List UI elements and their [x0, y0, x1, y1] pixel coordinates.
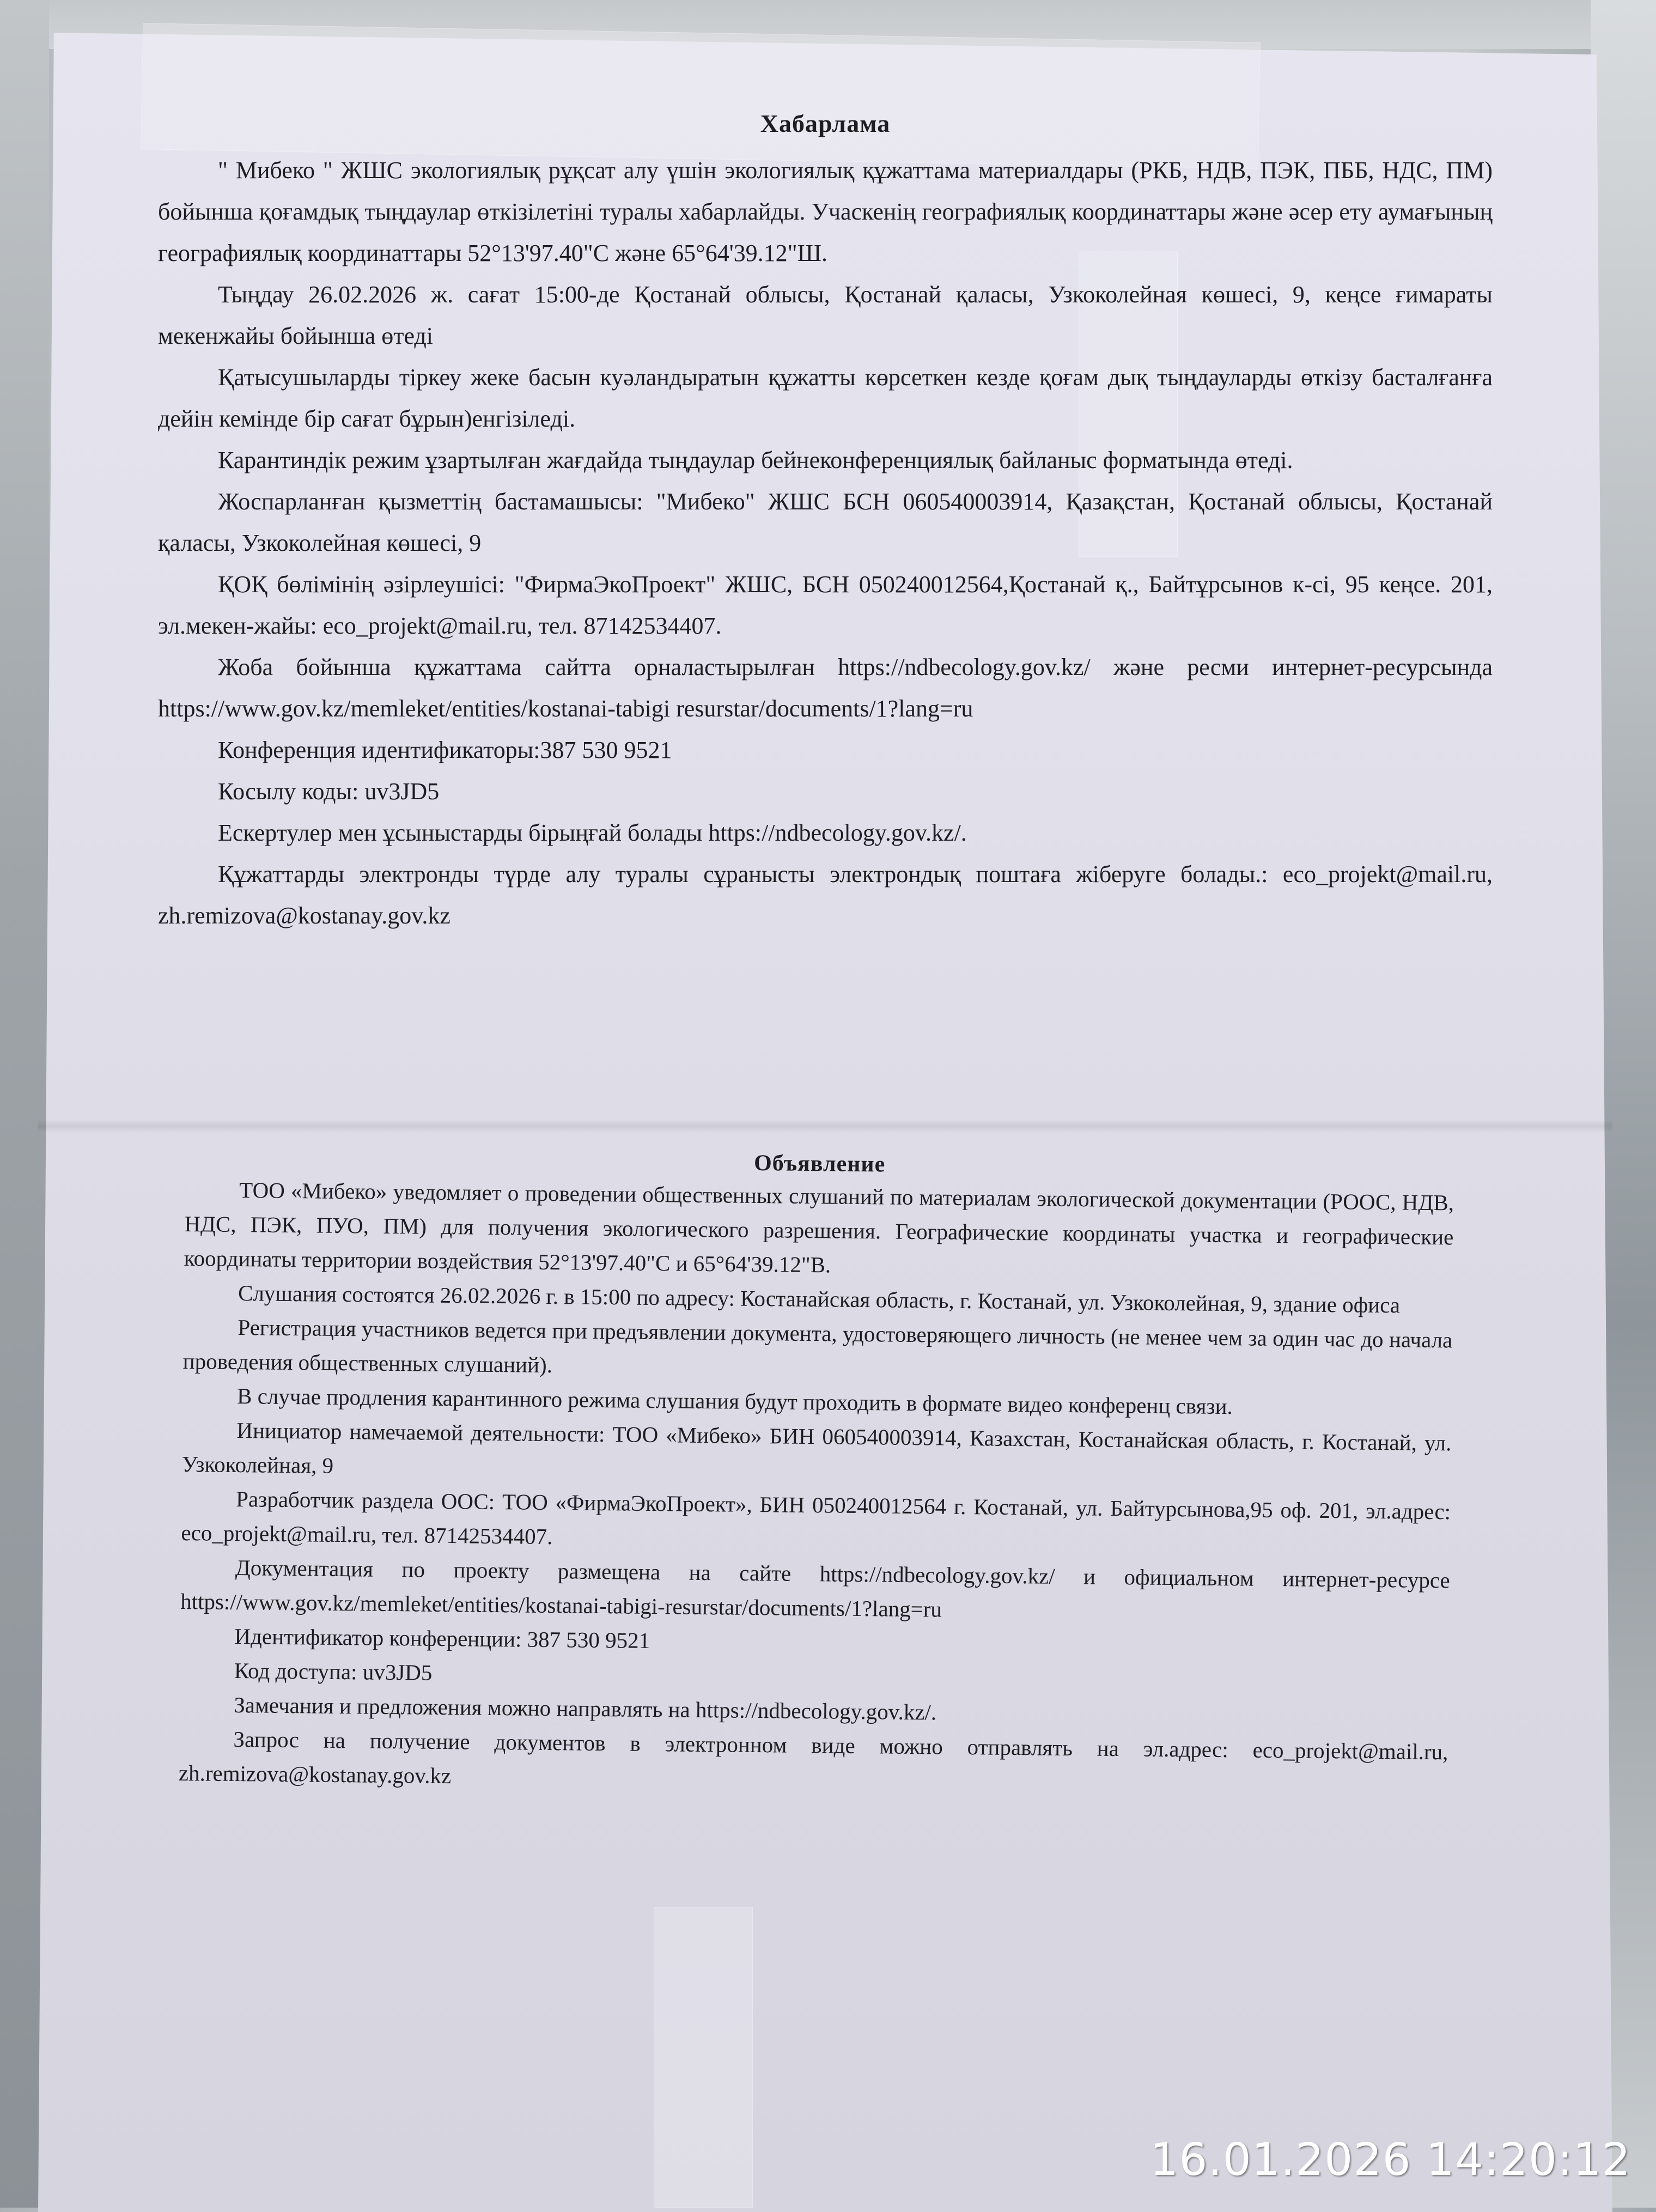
- photo-timestamp: 16.01.2026 14:20:12: [1150, 2134, 1631, 2186]
- ru-paragraph: Запрос на получение документов в электронном виде можно отправлять на эл.адрес: eco_projekt@mail.ru, zh.remizova@kostanay.gov.kz: [178, 1726, 1448, 1789]
- paper-fold: [38, 1120, 1612, 1133]
- kz-paragraph: Жоспарланған қызметтің бастамашысы: "Мибеко" ЖШС БСН 060540003914, Қазақстан, Қостанай облысы, Қостанай қаласы, Узкоколейная көшесі, 9: [158, 488, 1493, 556]
- kz-paragraph: ҚОҚ бөлімінің әзірлеушісі: "ФирмаЭкоПроект" ЖШС, БСН 050240012564,Қостанай қ., Байтұрсынов к-сі, 95 кеңсе. 201, эл.мекен-жайы: eco_projekt@mail.ru, тел. 87142534407.: [158, 571, 1493, 639]
- kz-paragraph: Конференция идентификаторы:387 530 9521: [218, 737, 672, 763]
- kz-paragraph: Карантиндік режим ұзартылған жағдайда тыңдаулар бейнеконференциялық байланыс форматында өтеді.: [218, 447, 1293, 473]
- kazakh-notice: [158, 109, 1493, 937]
- tape-strip: [654, 1907, 753, 2208]
- kz-paragraph: Тыңдау 26.02.2026 ж. сағат 15:00-де Қостанай облысы, Қостанай қаласы, Узкоколейная көшесі, 9, кеңсе ғимараты мекенжайы бойынша өтеді: [158, 281, 1493, 349]
- ru-paragraph: Разработчик раздела ООС: ТОО «ФирмаЭкоПроект», БИН 050240012564 г. Костанай, ул. Байтурсынова,95 оф. 201, эл.адрес: eco_projekt@mail.ru, тел. 87142534407.: [181, 1486, 1451, 1549]
- ru-paragraph: Инициатор намечаемой деятельности: ТОО «Мибеко» БИН 060540003914, Казахстан, Костанайская область, г. Костанай, ул. Узкоколейная, 9: [181, 1418, 1452, 1478]
- ru-paragraph: В случае продления карантинного режима слушания будут проходить в формате видео конференц связи.: [236, 1383, 1233, 1419]
- ru-paragraph: Замечания и предложения можно направлять на https://ndbecology.gov.kz/.: [233, 1692, 937, 1725]
- russian-notice: [179, 1144, 1454, 1803]
- kz-paragraph: Ескертулер мен ұсыныстарды бірыңғай болады https://ndbecology.gov.kz/.: [218, 819, 967, 846]
- ru-paragraph: Слушания состоятся 26.02.2026 г. в 15:00 по адресу: Костанайская область, г. Костанай, ул. Узкоколейная, 9, здание офиса: [238, 1280, 1401, 1318]
- kz-paragraph: Құжаттарды электронды түрде алу туралы сұранысты электрондық поштаға жіберуге болады.: eco_projekt@mail.ru, zh.remizova@kostanay.gov.kz: [158, 861, 1493, 929]
- ru-paragraph: Идентификатор конференции: 387 530 9521: [234, 1623, 650, 1653]
- ru-paragraph: ТОО «Мибеко» уведомляет о проведении общественных слушаний по материалам экологической документации (РООС, НДВ, НДС, ПЭК, ПУО, ПМ) для получения экологического разрешения. Географические координаты участка и географические координаты территории воздействия 52°13'97.40"С и 65°64'39.12"В.: [184, 1177, 1454, 1278]
- kz-paragraph: " Мибеко " ЖШС экологиялық рұқсат алу үшін экологиялық құжаттама материалдары (РКБ, НДВ, ПЭК, ПББ, НДС, ПМ) бойынша қоғамдық тыңдаулар өткізілетіні туралы хабарлайды. Учаскенің географиялық координаттары және әсер ету аумағының географиялық координаттары 52°13'97.40"С және 65°64'39.12"Ш.: [158, 157, 1493, 266]
- ru-paragraph: Регистрация участников ведется при предъявлении документа, удостоверяющего личность (не менее чем за один час до начала проведения общественных слушаний).: [182, 1315, 1453, 1378]
- kazakh-title: Хабарлама: [760, 110, 891, 137]
- kz-paragraph: Қатысушыларды тіркеу жеке басын куәландыратын құжатты көрсеткен кезде қоғам дық тыңдауларды өткізу басталғанға дейін кемінде бір сағат бұрын)енгізіледі.: [158, 364, 1493, 432]
- kz-paragraph: Жоба бойынша құжаттама сайтта орналастырылған https://ndbecology.gov.kz/ және ресми интернет-ресурсында https://www.gov.kz/memleket/entities/kostanai-tabigi resurstar/documents/1?lang=ru: [158, 654, 1493, 722]
- russian-title: Объявление: [753, 1150, 886, 1177]
- ru-paragraph: Документация по проекту размещена на сайте https://ndbecology.gov.kz/ и официальном интернет-ресурсе https://www.gov.kz/memleket/entities/kostanai-tabigi-resurstar/documents/1?lang=ru: [180, 1555, 1450, 1622]
- kz-paragraph: Косылу коды: uv3JD5: [218, 778, 440, 805]
- ru-paragraph: Код доступа: uv3JD5: [234, 1657, 433, 1685]
